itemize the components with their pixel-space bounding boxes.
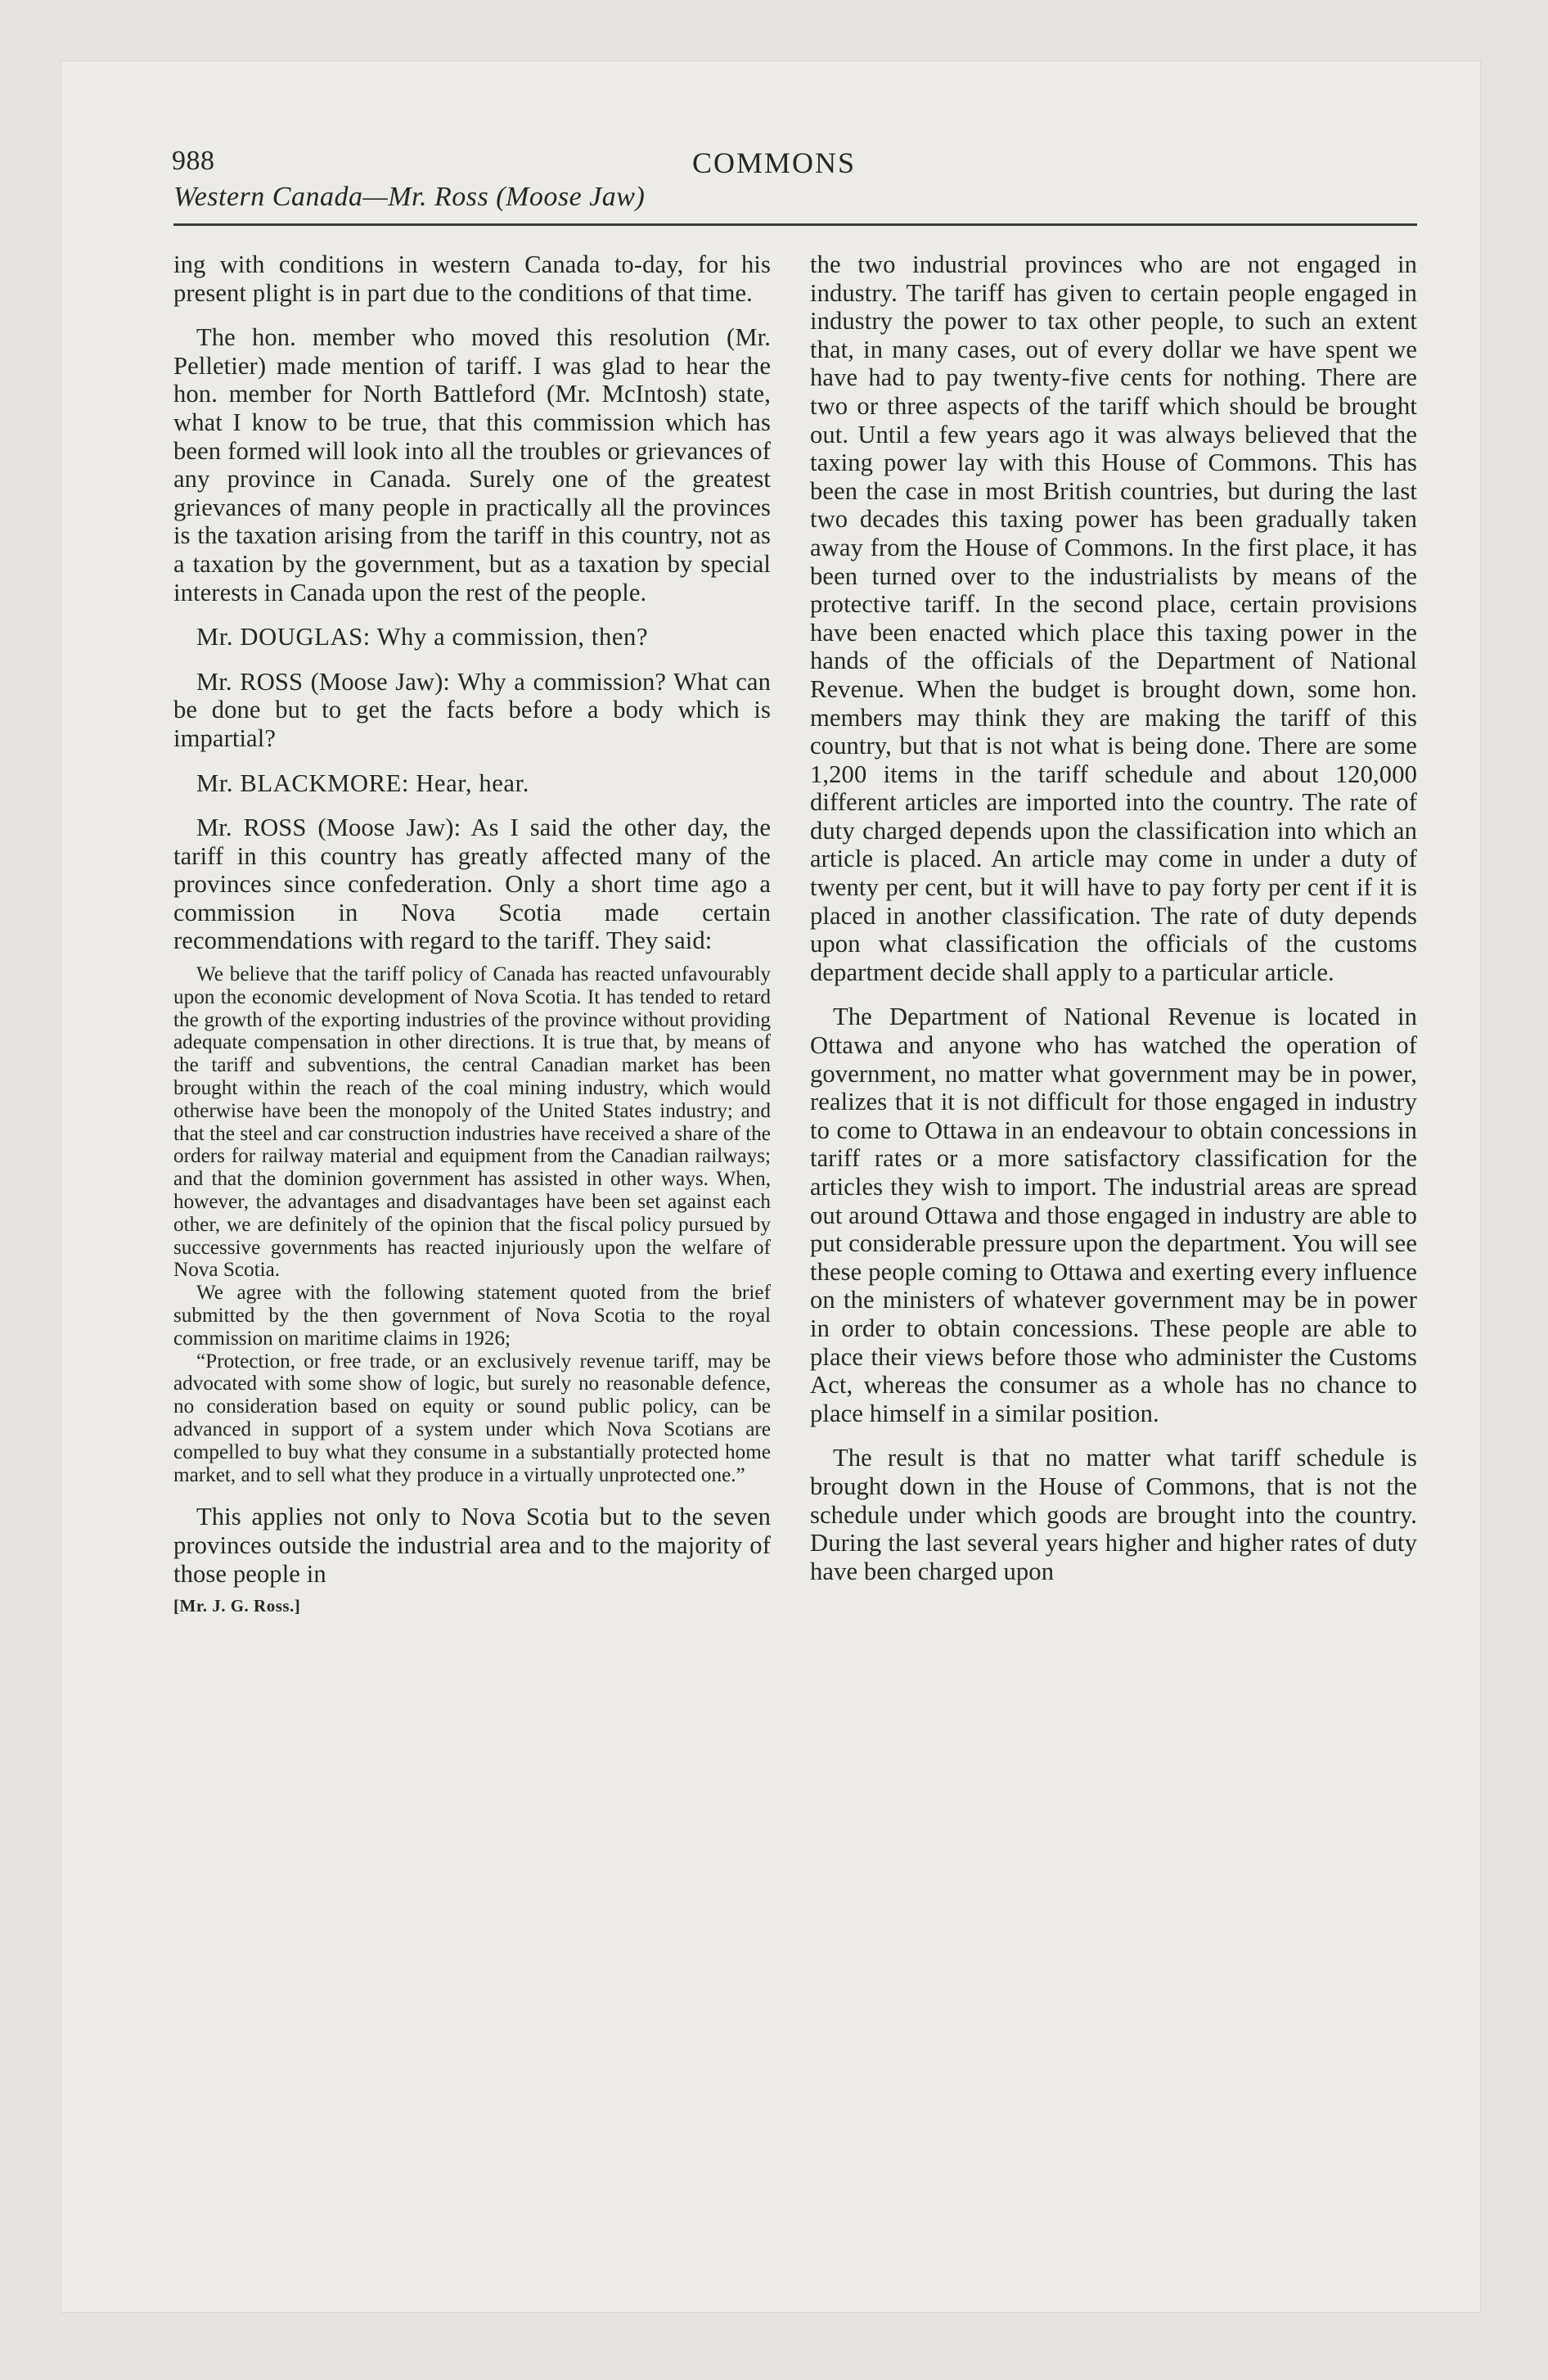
speaker-ross: Mr. ROSS (Moose Jaw): Why a commission? What can be done but to get the facts before a body which is impartial?	[173, 667, 771, 752]
section-subtitle: Western Canada—Mr. Ross (Moose Jaw)	[173, 182, 646, 212]
paragraph: the two industrial provinces who are not engaged in industry. The tariff has given to certain people engaged in industry the power to tax other people, to such an extent that, in many cases, out of every dollar we have spent we have had to pay twenty-five cents for nothing. There are two or three aspects of the tariff which should be brought out. Until a few years ago it was always believed that the taxing power lay with this House of Commons. This has been the case in most British countries, but during the last two decades this taxing power has been gradually taken away from the House of Commons. In the first place, it has been turned over to the industrialists by means of the protective tariff. In the second place, certain provisions have been enacted which place this taxing power in the hands of the officials of the Department of National Revenue. When the budget is brought down, some hon. members may think they are making the tariff of this country, but that is not what is being done. There are some 1,200 items in the tariff schedule and about 120,000 different articles are imported into the country. The rate of duty charged depends upon the classification into which an article is placed. An article may come in under a duty of twenty per cent, but it will have to pay forty per cent if it is placed in another classification. The rate of duty depends upon what classification the officials of the customs department decide shall apply to a particular article.	[810, 250, 1417, 986]
speaker-douglas: Mr. DOUGLAS: Why a commission, then?	[196, 623, 649, 651]
paragraph: The result is that no matter what tariff schedule is brought down in the House of Commons, that is not the schedule under which goods are brought into the country. During the last several years higher and higher rates of duty have been charged upon	[810, 1444, 1417, 1585]
left-column	[173, 250, 771, 1616]
right-column	[810, 250, 1417, 1585]
paragraph: The hon. member who moved this resolution (Mr. Pelletier) made mention of tariff. I was glad to hear the hon. member for North Battleford (Mr. McIntosh) state, what I know to be true, that this commission which has been formed will look into all the troubles or grievances of any province in Canada. Surely one of the greatest grievances of many people in practically all the provinces is the taxation arising from the tariff in this country, not as a taxation by the government, but as a taxation by special interests in Canada upon the rest of the people.	[173, 323, 771, 606]
block-quote: “Protection, or free trade, or an exclusively revenue tariff, may be advocated with some show of logic, but surely no reasonable defence, no consideration based on equity or sound public policy, can be advanced in support of a system under which Nova Scotians are compelled to buy what they consume in a substantially protected home market, and to sell what they produce in a virtually unprotected one.”	[173, 1350, 771, 1486]
speaker-ross: Mr. ROSS (Moose Jaw): As I said the other day, the tariff in this country has greatly affected many of the provinces since confederation. Only a short time ago a commission in Nova Scotia made certain recommendations with regard to the tariff. They said:	[173, 814, 771, 955]
paragraph: This applies not only to Nova Scotia but to the seven provinces outside the industrial area and to the majority of those people in	[173, 1503, 771, 1588]
page-number: 988	[172, 146, 215, 176]
block-quote: We agree with the following statement quoted from the brief submitted by the then government of Nova Scotia to the royal commission on maritime claims in 1926;	[173, 1282, 771, 1350]
paragraph: The Department of National Revenue is located in Ottawa and anyone who has watched the operation of government, no matter what government may be in power, realizes that it is not difficult for those engaged in industry to come to Ottawa in an endeavour to obtain concessions in tariff rates or a more satisfactory classification for the articles they wish to import. The industrial areas are spread out around Ottawa and those engaged in industry are able to put considerable pressure upon the department. You will see these people coming to Ottawa and exerting every influence on the ministers of whatever government may be in power in order to obtain concessions. These people are able to place their views before those who administer the Customs Act, whereas the consumer as a whole has no chance to place himself in a similar position.	[810, 1003, 1417, 1427]
speaker-attribution: [Mr. J. G. Ross.]	[173, 1596, 301, 1616]
running-head: COMMONS	[691, 146, 857, 179]
header-rule	[173, 223, 1417, 226]
block-quote: We believe that the tariff policy of Canada has reacted unfavourably upon the economic development of Nova Scotia. It has tended to retard the growth of the exporting industries of the province without providing adequate compensation in other directions. It is true that, by means of the tariff and subventions, the central Canadian market has been brought within the reach of the coal mining industry, which would otherwise have been the monopoly of the United States industry; and that the steel and car construction industries have received a share of the orders for railway material and equipment from the Canadian railways; and that the dominion government has assisted in other ways. When, however, the advantages and disadvantages have been set against each other, we are definitely of the opinion that the fiscal policy pursued by successive governments has reacted injuriously upon the welfare of Nova Scotia.	[173, 963, 771, 1282]
speaker-blackmore: Mr. BLACKMORE: Hear, hear.	[196, 769, 529, 797]
paragraph: ing with conditions in western Canada to-day, for his present plight is in part due to the conditions of that time.	[173, 250, 771, 307]
